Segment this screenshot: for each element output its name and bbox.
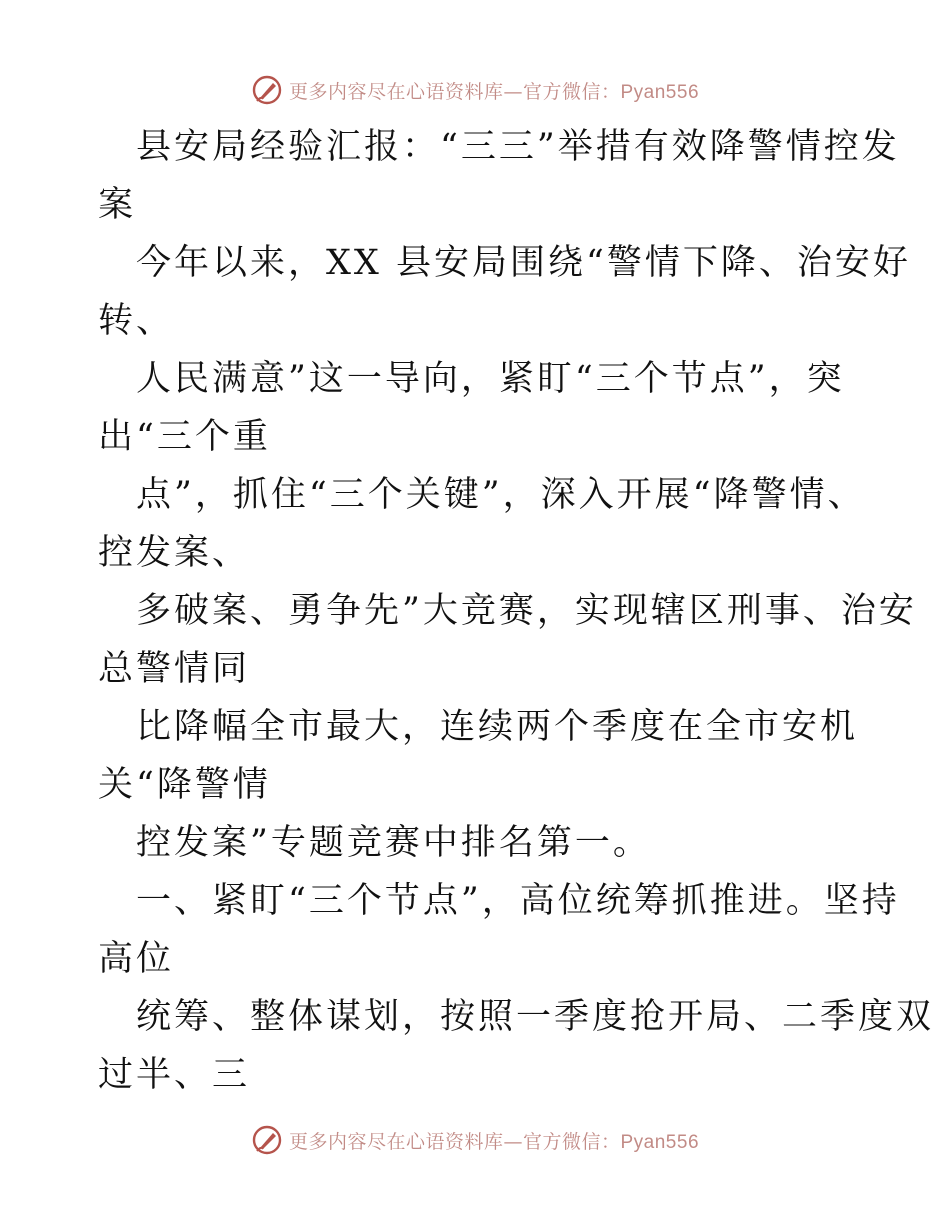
- text-line: 点”，抓住“三个关键”，深入开展“降警情、: [136, 475, 866, 515]
- text-line: 出“三个重: [98, 417, 271, 457]
- text-line: 过半、三: [98, 1055, 251, 1095]
- text-line: 关“降警情: [98, 765, 271, 805]
- quill-seal-icon: [251, 1124, 283, 1156]
- text-line: 今年以来，XX 县安局围绕“警情下降、治安好: [136, 243, 911, 283]
- text-line: 总警情同: [98, 649, 251, 689]
- footer-watermark: [0, 1120, 950, 1160]
- quill-seal-icon: [251, 74, 283, 106]
- text-line: 多破案、勇争先”大竞赛，实现辖区刑事、治安: [136, 591, 917, 631]
- text-line: 转、: [98, 301, 175, 341]
- text-line: 比降幅全市最大，连续两个季度在全市安机: [136, 707, 859, 747]
- text-line: 案: [98, 185, 137, 225]
- text-line: 高位: [98, 939, 175, 979]
- text-line: 控发案、: [98, 533, 251, 573]
- text-line: 人民满意”这一导向，紧盯“三个节点”，突: [136, 359, 845, 399]
- text-line: 控发案”专题竞赛中排名第一。: [136, 823, 651, 863]
- text-line: 一、紧盯“三个节点”，高位统筹抓推进。坚持: [136, 881, 900, 921]
- header-watermark: [0, 70, 950, 110]
- watermark-text: 更多内容尽在心语资料库—官方微信：Pyan556: [288, 80, 700, 103]
- text-line: 县安局经验汇报：“三三”举措有效降警情控发: [136, 127, 900, 167]
- watermark-text: 更多内容尽在心语资料库—官方微信：Pyan556: [288, 1130, 700, 1153]
- text-line: 统筹、整体谋划，按照一季度抢开局、二季度双: [136, 997, 935, 1037]
